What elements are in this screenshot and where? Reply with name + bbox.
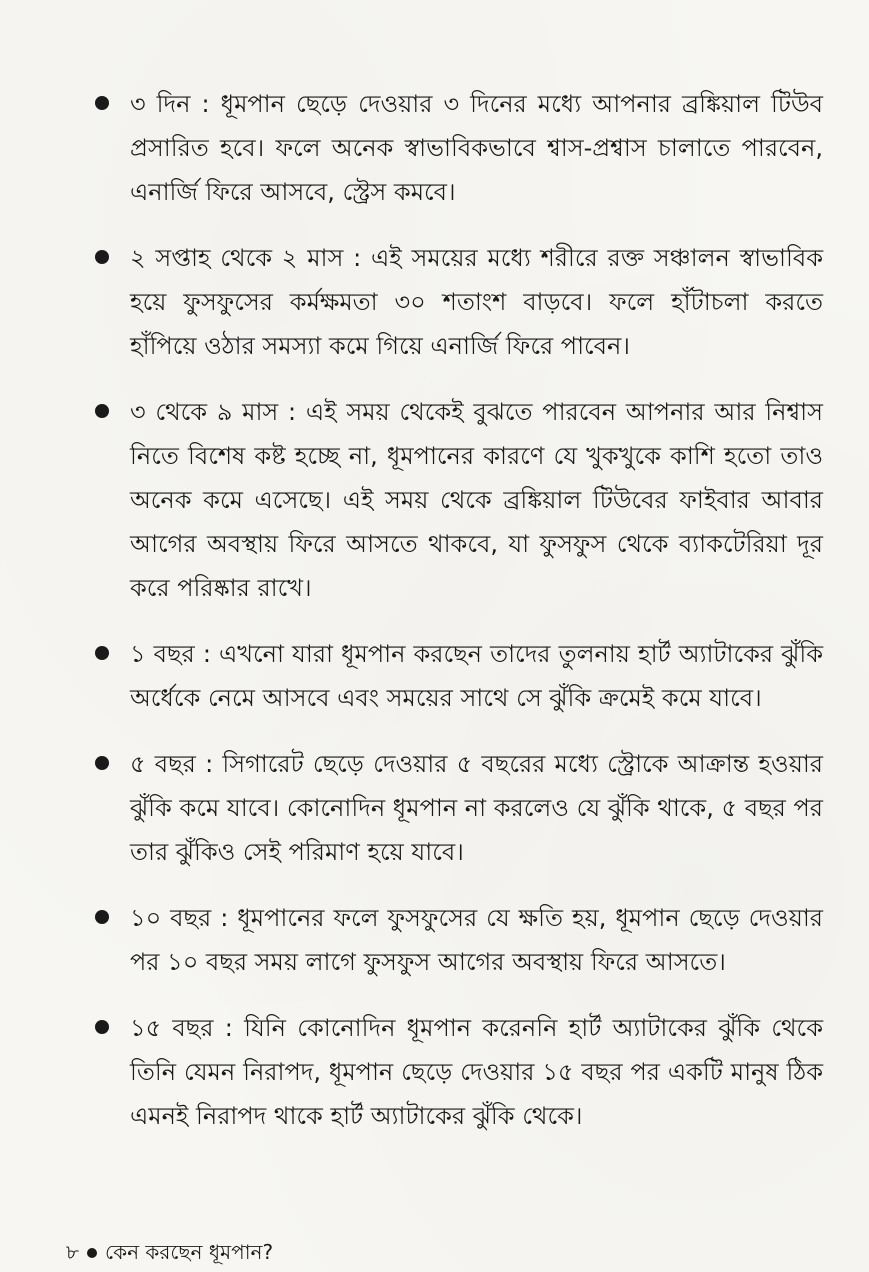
list-item: [88, 236, 823, 368]
list-item: [88, 632, 823, 720]
page-number: ৮: [66, 1240, 79, 1264]
book-title: কেন করছেন ধূমপান?: [104, 1240, 274, 1264]
bullet-icon: [95, 404, 109, 418]
list-item: [88, 1006, 823, 1138]
list-item-text: ১৫ বছর : যিনি কোনোদিন ধূমপান করেননি হার্ট অ্যাটাকের ঝুঁকি থেকে তিনি যেমন নিরাপদ, ধূমপান ছেড়ে দেওয়ার ১৫ বছর পর একটি মানুষ ঠিক এমনই নিরাপদ থাকে হার্ট অ্যাটাকের ঝুঁকি থেকে।: [130, 1014, 823, 1130]
bullet-icon: [95, 96, 109, 110]
page-footer: [66, 1238, 273, 1266]
list-item: [88, 390, 823, 610]
list-item: [88, 742, 823, 874]
bullet-icon: [95, 756, 109, 770]
bullet-icon: [95, 1020, 109, 1034]
list-item: [88, 82, 823, 214]
list-item-text: ১ বছর : এখনো যারা ধূমপান করছেন তাদের তুলনায় হার্ট অ্যাটাকের ঝুঁকি অর্ধেকে নেমে আসবে এবং সময়ের সাথে সে ঝুঁকি ক্রমেই কমে যাবে।: [130, 640, 823, 712]
list-item: [88, 896, 823, 984]
bullet-icon: [95, 646, 109, 660]
footer-bullet-icon: [87, 1248, 97, 1258]
benefits-list: [88, 82, 823, 1160]
list-item-text: ২ সপ্তাহ থেকে ২ মাস : এই সময়ের মধ্যে শরীরে রক্ত সঞ্চালন স্বাভাবিক হয়ে ফুসফুসের কর্মক্ষমতা ৩০ শতাংশ বাড়বে। ফলে হাঁটাচলা করতে হাঁপিয়ে ওঠার সমস্যা কমে গিয়ে এনার্জি ফিরে পাবেন।: [130, 244, 823, 360]
list-item-text: ৫ বছর : সিগারেট ছেড়ে দেওয়ার ৫ বছরের মধ্যে স্ট্রোকে আক্রান্ত হওয়ার ঝুঁকি কমে যাবে। কোনোদিন ধূমপান না করলেও যে ঝুঁকি থাকে, ৫ বছর পর তার ঝুঁকিও সেই পরিমাণ হয়ে যাবে।: [130, 750, 823, 866]
list-item-text: ৩ দিন : ধূমপান ছেড়ে দেওয়ার ৩ দিনের মধ্যে আপনার ব্রঙ্কিয়াল টিউব প্রসারিত হবে। ফলে অনেক স্বাভাবিকভাবে শ্বাস-প্রশ্বাস চালাতে পারবেন, এনার্জি ফিরে আসবে, স্ট্রেস কমবে।: [130, 90, 823, 206]
list-item-text: ১০ বছর : ধূমপানের ফলে ফুসফুসের যে ক্ষতি হয়, ধূমপান ছেড়ে দেওয়ার পর ১০ বছর সময় লাগে ফুসফুস আগের অবস্থায় ফিরে আসতে।: [130, 904, 823, 976]
bullet-icon: [95, 250, 109, 264]
list-item-text: ৩ থেকে ৯ মাস : এই সময় থেকেই বুঝতে পারবেন আপনার আর নিশ্বাস নিতে বিশেষ কষ্ট হচ্ছে না, ধূমপানের কারণে যে খুকখুকে কাশি হতো তাও অনেক কমে এসেছে। এই সময় থেকে ব্রঙ্কিয়াল টিউবের ফাইবার আবার আগের অবস্থায় ফিরে আসতে থাকবে, যা ফুসফুস থেকে ব্যাকটেরিয়া দূর করে পরিষ্কার রাখে।: [130, 398, 823, 602]
bullet-icon: [95, 910, 109, 924]
